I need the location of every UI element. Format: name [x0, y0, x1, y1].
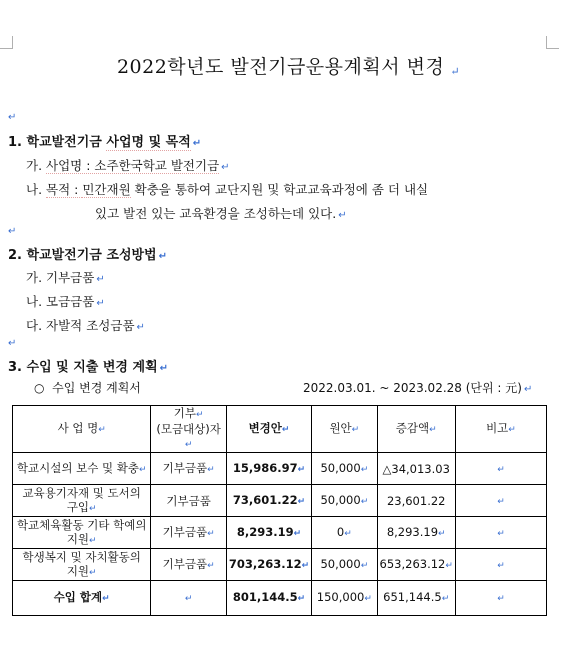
paragraph-mark-icon: ↵ [96, 274, 105, 285]
cell-original-text: 50,000 [320, 492, 361, 507]
document-title-text: 2022학년도 발전기금운용계획서 변경 [116, 56, 445, 78]
cell-original [312, 453, 377, 485]
section1-item-ga [26, 156, 230, 174]
cell-project-line2: 지원 [66, 563, 90, 578]
cell-note [455, 453, 546, 485]
cell-changed-text: 15,986.97 [232, 460, 298, 475]
section2-heading [8, 244, 167, 263]
header-project [13, 406, 151, 453]
cell-type-text: 기부금품 [162, 460, 208, 475]
paragraph-mark-icon: ↵ [184, 594, 193, 604]
section2-heading-text: 2. 학교발전기금 조성방법 [8, 248, 157, 263]
cell-project-line1: 학생복지 및 자치활동의 [22, 549, 141, 564]
paragraph-mark-icon: ↵ [297, 594, 306, 604]
total-original-text: 150,000 [316, 590, 365, 604]
paragraph-mark-icon: ↵ [207, 464, 215, 475]
paragraph-mark-icon: ↵ [138, 464, 147, 475]
header-original [312, 406, 377, 453]
cell-note [455, 517, 546, 549]
cell-changed [226, 453, 311, 485]
cell-diff [377, 453, 455, 485]
paragraph-mark-icon: ↵ [192, 138, 202, 149]
cell-changed [226, 549, 311, 581]
section2-item-text: 나. 모금금품 [26, 294, 95, 309]
header-diff-text: 증감액 [395, 421, 430, 435]
total-type [151, 581, 226, 616]
cell-project-line2: 지원 [66, 531, 90, 546]
item-ga-text: 사업명 : 소주한국학교 발전기금 [46, 158, 220, 173]
cell-changed [226, 485, 311, 517]
total-note [455, 581, 546, 616]
paragraph-mark-icon: ↵ [360, 560, 369, 571]
cell-type-text: 기부금품 [162, 556, 208, 571]
paragraph-mark-icon: ↵ [523, 384, 533, 395]
item-prefix: 가. [26, 158, 47, 173]
paragraph-mark-icon: ↵ [351, 425, 360, 435]
cell-diff [377, 485, 455, 517]
total-label-text: 수입 합계 [53, 590, 103, 604]
section1-heading-underlined: 사업명 및 목적 [106, 135, 191, 150]
page-corner-mark-right [546, 36, 559, 49]
header-changed [226, 406, 311, 453]
paragraph-mark-icon: ↵ [89, 567, 97, 578]
cell-project [13, 485, 151, 517]
cell-project-line1: 학교체육활동 기타 학예의 [16, 517, 147, 532]
paragraph-mark-icon: ↵ [338, 210, 347, 221]
header-donation [151, 406, 226, 453]
cell-type [151, 549, 226, 581]
paragraph-mark-icon: ↵ [450, 65, 461, 78]
table-row [13, 453, 547, 485]
cell-original-text: 0 [336, 524, 345, 539]
cell-project-line1: 학교시설의 보수 및 확충 [16, 460, 139, 475]
cell-diff-text: 23,601.22 [386, 493, 446, 508]
paragraph-mark-icon: ↵ [364, 594, 372, 604]
paragraph-mark-icon: ↵ [438, 528, 446, 539]
item-na-continued-text: 있고 발전 있는 교육환경을 조성하는데 있다. [95, 206, 337, 221]
header-diff [377, 406, 455, 453]
section1-heading [8, 131, 201, 150]
cell-type-text: 기부금품 [162, 524, 208, 539]
paragraph-mark-icon: ↵ [301, 560, 310, 571]
total-original [312, 581, 377, 616]
total-diff-text: 651,144.5 [383, 590, 442, 604]
cell-note [455, 549, 546, 581]
cell-type [151, 517, 226, 549]
paragraph-mark-icon: ↵ [281, 425, 290, 435]
header-original-text: 원안 [329, 421, 352, 435]
paragraph-mark-icon: ↵ [195, 410, 204, 420]
cell-project-line1: 교육용기자재 및 도서의 [22, 485, 141, 500]
paragraph-mark-icon: ↵ [96, 298, 105, 309]
cell-note [455, 485, 546, 517]
total-changed [226, 581, 311, 616]
cell-type [151, 485, 226, 517]
section2-item-text: 다. 자발적 조성금품 [26, 318, 135, 333]
cell-changed-text: 8,293.19 [236, 524, 294, 539]
header-changed-text: 변경안 [248, 421, 282, 435]
cell-original [312, 485, 377, 517]
paragraph-mark-icon: ↵ [89, 503, 97, 514]
header-project-text: 사 업 명 [57, 421, 99, 435]
paragraph-mark-icon: ↵ [8, 338, 17, 349]
header-donation-line2: (모금대상)자 [156, 422, 221, 436]
paragraph-mark-icon: ↵ [207, 528, 215, 539]
section3-subheading [34, 379, 141, 396]
cell-project [13, 549, 151, 581]
table-row [13, 485, 547, 517]
paragraph-mark-icon: ↵ [102, 594, 110, 604]
cell-diff-text: △34,013.03 [382, 461, 450, 476]
table-row [13, 517, 547, 549]
paragraph-mark-icon: ↵ [497, 528, 505, 539]
period-text: 2022.03.01. ~ 2023.02.28 (단위 : 元) [303, 381, 522, 395]
cell-diff [377, 549, 455, 581]
cell-original [312, 517, 377, 549]
section3-heading-text: 3. 수입 및 지출 변경 계획 [8, 360, 158, 375]
item-prefix: 나. [26, 182, 47, 197]
paragraph-mark-icon: ↵ [8, 226, 17, 237]
paragraph-mark-icon: ↵ [8, 112, 17, 123]
cell-type [151, 453, 226, 485]
cell-original [312, 549, 377, 581]
paragraph-mark-icon: ↵ [497, 594, 505, 604]
item-na-text-a: 민간재원 [82, 182, 131, 197]
cell-diff-text: 8,293.19 [386, 524, 439, 539]
item-na-text-b: 확충을 통하여 교단지원 및 학교교육과정에 좀 더 내실 [130, 182, 429, 197]
paragraph-mark-icon: ↵ [158, 251, 168, 262]
section1-item-na-continued [95, 204, 347, 222]
section3-subheading-text: 수입 변경 계획서 [52, 381, 141, 395]
section2-item [26, 292, 105, 310]
section1-heading-text: 1. 학교발전기금 [8, 135, 107, 150]
header-note-text: 비고 [486, 421, 509, 435]
table-row [13, 549, 547, 581]
cell-changed-text: 703,263.12 [228, 556, 302, 571]
paragraph-mark-icon: ↵ [360, 464, 369, 475]
paragraph-mark-icon: ↵ [89, 535, 97, 546]
paragraph-mark-icon: ↵ [441, 594, 450, 604]
income-plan-table [12, 405, 547, 616]
cell-original-text: 50,000 [320, 460, 361, 475]
cell-changed-text: 73,601.22 [232, 492, 298, 507]
circle-bullet-icon: ○ [34, 381, 45, 395]
item-na-label: 목적 : [46, 182, 83, 197]
paragraph-mark-icon: ↵ [159, 363, 169, 374]
paragraph-mark-icon: ↵ [508, 425, 516, 435]
table-total-row [13, 581, 547, 616]
cell-original-text: 50,000 [320, 556, 361, 571]
section2-item [26, 316, 145, 334]
paragraph-mark-icon: ↵ [497, 496, 505, 507]
cell-project [13, 453, 151, 485]
header-note [455, 406, 546, 453]
paragraph-mark-icon: ↵ [360, 496, 369, 507]
paragraph-mark-icon: ↵ [221, 162, 230, 173]
cell-type-text: 기부금품 [166, 493, 211, 508]
paragraph-mark-icon: ↵ [207, 560, 215, 571]
cell-diff [377, 517, 455, 549]
table-header-row [13, 406, 547, 453]
section1-item-na [26, 180, 428, 198]
section3-heading [8, 356, 168, 375]
header-donation-line1: 기부 [173, 406, 196, 420]
total-label [13, 581, 151, 616]
cell-diff-text: 653,263.12 [379, 556, 446, 571]
paragraph-mark-icon: ↵ [297, 496, 306, 507]
cell-project [13, 517, 151, 549]
period-and-unit [303, 379, 532, 396]
paragraph-mark-icon: ↵ [293, 528, 302, 539]
paragraph-mark-icon: ↵ [445, 560, 453, 571]
paragraph-mark-icon: ↵ [497, 560, 505, 571]
section2-item [26, 268, 105, 286]
total-diff [377, 581, 455, 616]
document-title [0, 52, 577, 79]
paragraph-mark-icon: ↵ [497, 464, 505, 475]
paragraph-mark-icon: ↵ [429, 425, 437, 435]
total-changed-text: 801,144.5 [232, 590, 298, 604]
paragraph-mark-icon: ↵ [98, 425, 106, 435]
paragraph-mark-icon: ↵ [184, 440, 193, 450]
cell-project-line2: 구입 [66, 499, 90, 514]
section2-item-text: 가. 기부금품 [26, 270, 95, 285]
paragraph-mark-icon: ↵ [344, 528, 352, 539]
paragraph-mark-icon: ↵ [297, 464, 306, 475]
paragraph-mark-icon: ↵ [136, 322, 145, 333]
page-corner-mark-left [0, 36, 13, 49]
cell-changed [226, 517, 311, 549]
